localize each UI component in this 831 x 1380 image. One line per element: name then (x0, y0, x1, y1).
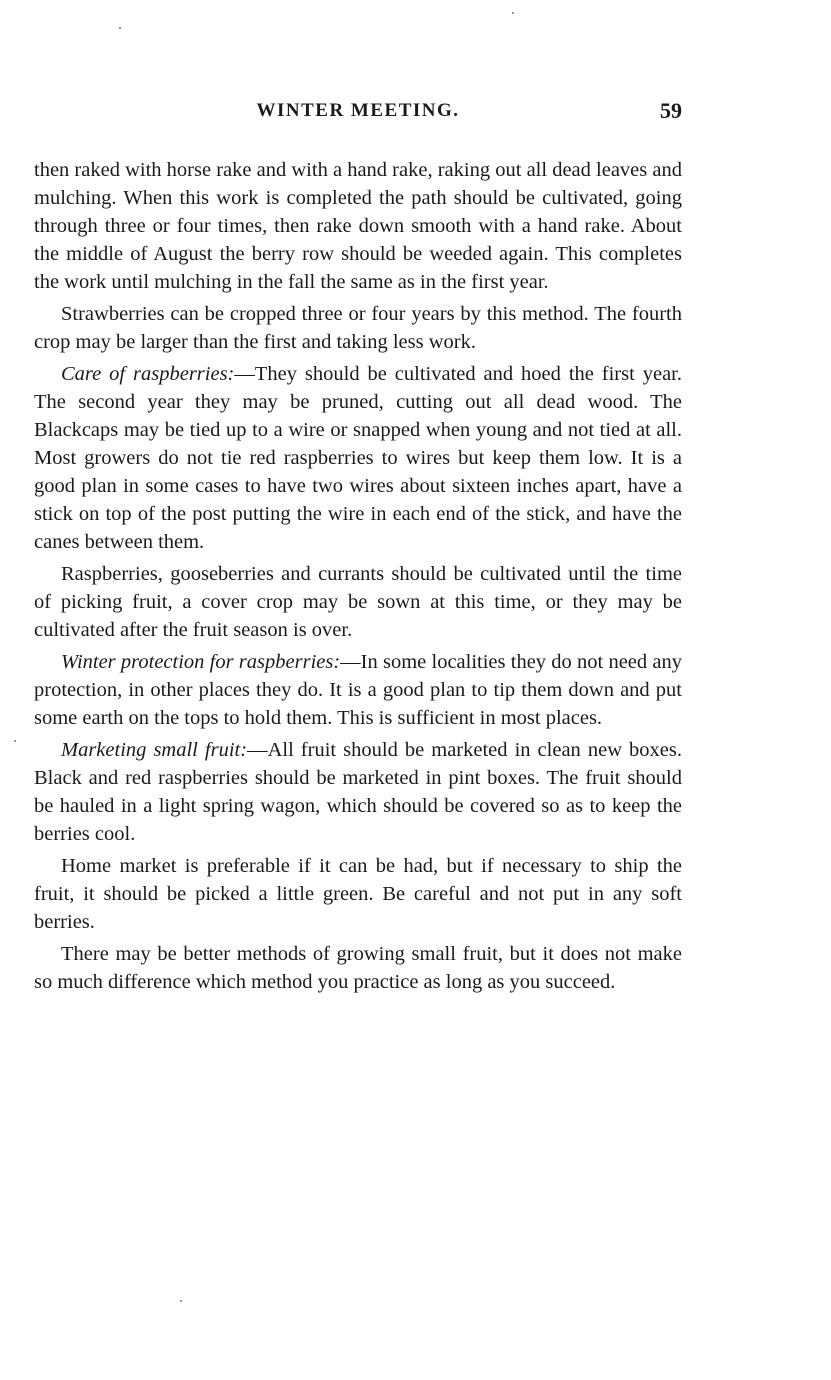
paragraph-text: —They should be cultivated and hoed the first year. The second year they may be pruned, cutting out all dead wood. The Blackcaps may be tied up to a wire or snapped when young and not tied at all. Most growers do not tie red raspberries to wires but keep them low. It is a good plan in some cases to have two wires about sixteen inches apart, have a stick on top of the post putting the wire in each end of the stick, and have the canes between them. (34, 363, 682, 553)
paragraph-lead: Winter protection for raspberries: (61, 651, 341, 673)
paragraph (34, 736, 682, 848)
paragraph: Strawberries can be cropped three or four years by this method. The fourth crop may be larger than the first and taking less work. (34, 303, 682, 353)
paragraph-text: —All fruit should be marketed in clean new boxes. Black and red raspberries should be marketed in pint boxes. The fruit should be hauled in a light spring wagon, which should be covered so as to keep the berries cool. (34, 739, 682, 845)
paragraph: then raked with horse rake and with a hand rake, raking out all dead leaves and mulching. When this work is completed the path should be cultivated, going through three or four times, then rake down smooth with a hand rake. About the middle of August the berry row should be weeded again. This completes the work until mulching in the fall the same as in the first year. (34, 159, 682, 293)
running-title: WINTER MEETING. (256, 100, 460, 121)
body-text (34, 156, 682, 1000)
paragraph-lead: Marketing small fruit: (61, 739, 248, 761)
paper-speck (119, 27, 121, 29)
running-head (34, 98, 682, 128)
paragraph (34, 648, 682, 732)
paragraph: There may be better methods of growing small fruit, but it does not make so much difference which method you practice as long as you succeed. (34, 943, 682, 993)
paper-speck (180, 1300, 182, 1302)
paragraph: Home market is preferable if it can be had, but if necessary to ship the fruit, it should be picked a little green. Be careful and not put in any soft berries. (34, 855, 682, 933)
paragraph-text: —In some localities they do not need any protection, in other places they do. It is a good plan to tip them down and put some earth on the tops to hold them. This is sufficient in most places. (34, 651, 682, 729)
paper-speck (512, 12, 514, 14)
paragraph-lead: Care of raspberries: (61, 363, 235, 385)
paragraph (34, 360, 682, 556)
page-number: 59 (660, 98, 682, 123)
paper-speck (14, 740, 16, 742)
paragraph: Raspberries, gooseberries and currants should be cultivated until the time of picking fruit, a cover crop may be sown at this time, or they may be cultivated after the fruit season is over. (34, 563, 682, 641)
